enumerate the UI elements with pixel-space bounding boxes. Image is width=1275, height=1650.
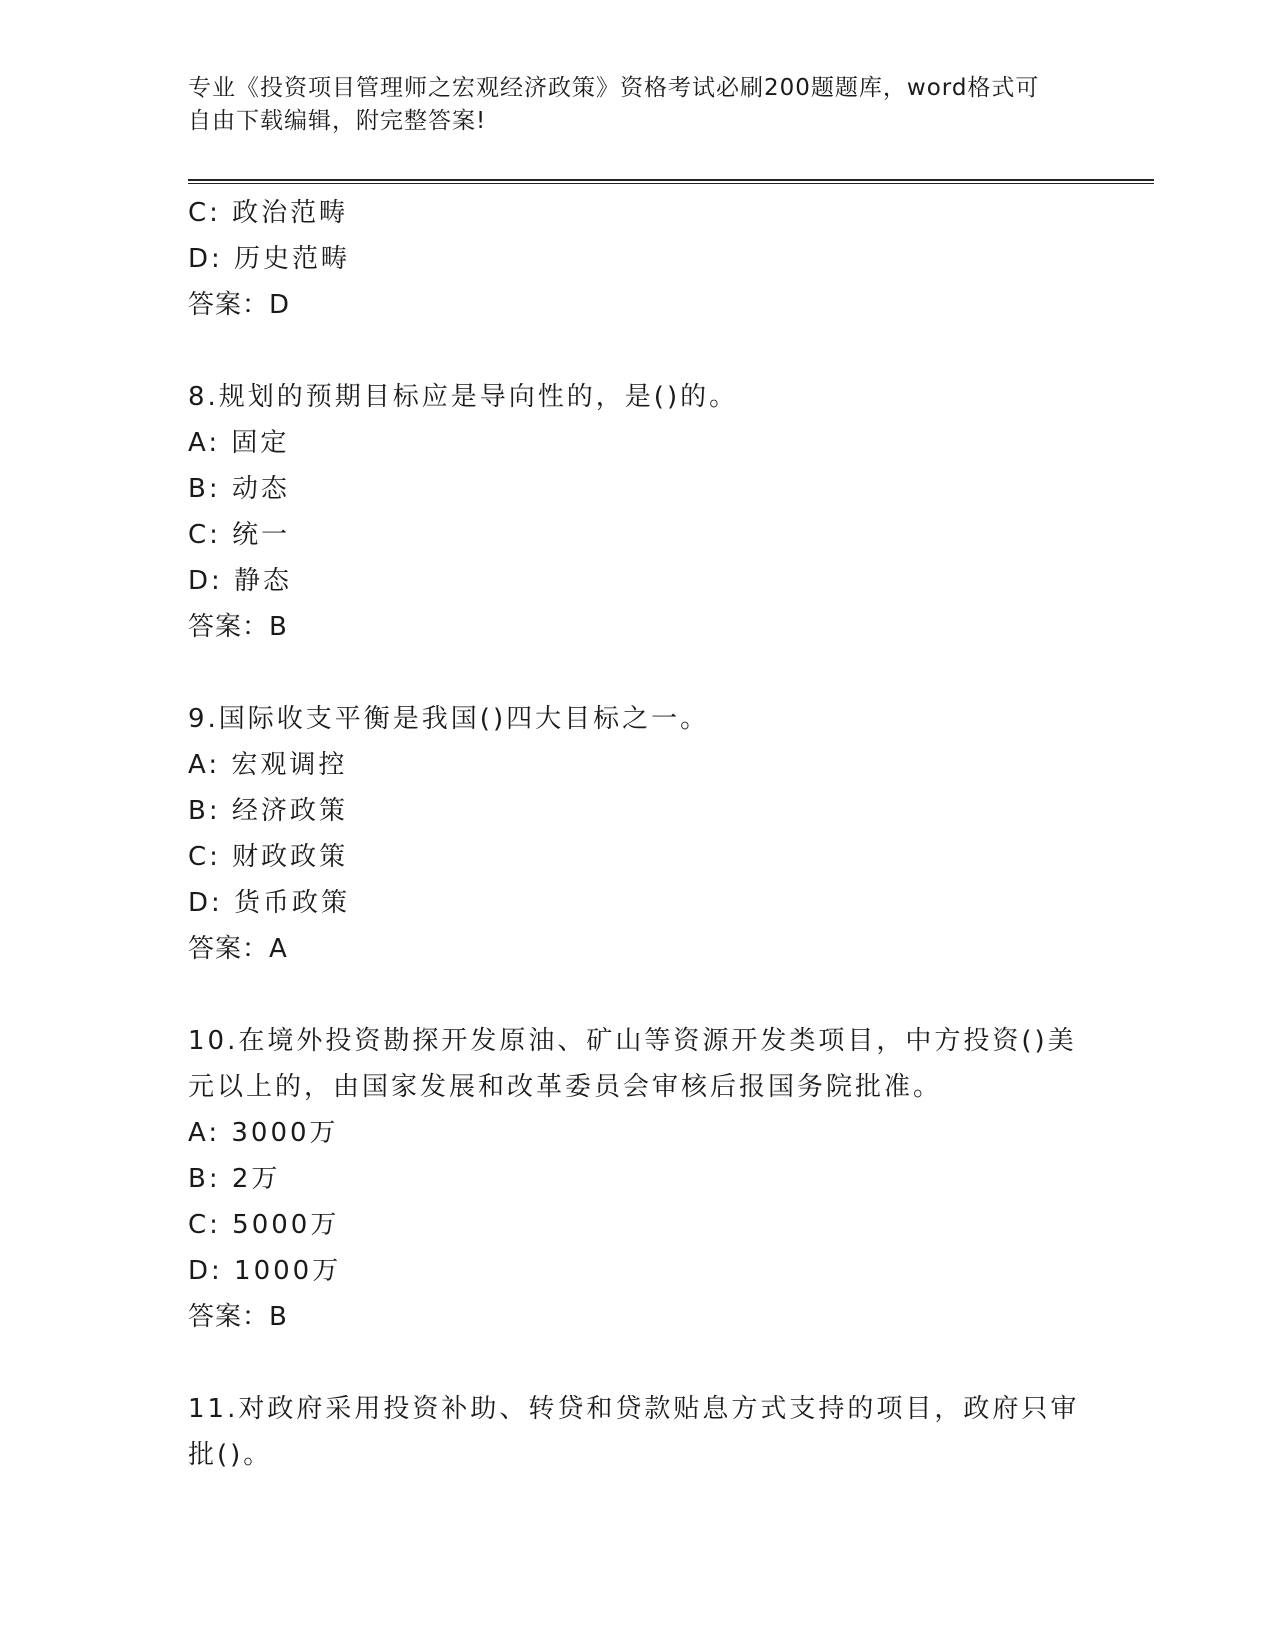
option-d: D: 货币政策 — [188, 888, 351, 918]
header-line-2: 自由下载编辑，附完整答案! — [188, 108, 487, 134]
question-text-continued: 元以上的，由国家发展和改革委员会审核后报国务院批准。 — [188, 1072, 943, 1102]
question-9 — [188, 696, 1088, 972]
option-b: B: 经济政策 — [188, 796, 348, 826]
option-c: C: 财政政策 — [188, 842, 349, 872]
option-d: D: 静态 — [188, 566, 293, 596]
question-text: 10.在境外投资勘探开发原油、矿山等资源开发类项目，中方投资()美 — [188, 1026, 1077, 1056]
answer: 答案：B — [188, 1302, 288, 1332]
option-a: A: 宏观调控 — [188, 750, 348, 780]
question-text: 8.规划的预期目标应是导向性的，是()的。 — [188, 382, 739, 412]
question-text: 11.对政府采用投资补助、转贷和贷款贴息方式支持的项目，政府只审 — [188, 1394, 1080, 1424]
option-b: B: 动态 — [188, 474, 290, 504]
option-c: C: 5000万 — [188, 1210, 340, 1240]
header-line-1: 专业《投资项目管理师之宏观经济政策》资格考试必刷200题题库，word格式可 — [188, 75, 1040, 101]
question-text-continued: 批()。 — [188, 1440, 273, 1470]
option-b: B: 2万 — [188, 1164, 281, 1194]
document-header — [188, 72, 1068, 138]
option-c: C: 政治范畴 — [188, 198, 349, 228]
option-a: A: 固定 — [188, 428, 290, 458]
question-11 — [188, 1386, 1088, 1478]
question-8 — [188, 374, 1088, 650]
option-c: C: 统一 — [188, 520, 291, 550]
header-rule — [188, 179, 1154, 181]
option-d: D: 历史范畴 — [188, 244, 351, 274]
option-d: D: 1000万 — [188, 1256, 342, 1286]
answer: 答案：D — [188, 290, 291, 320]
question-list — [188, 190, 1088, 1478]
answer: 答案：A — [188, 934, 288, 964]
question-text: 9.国际收支平衡是我国()四大目标之一。 — [188, 704, 710, 734]
option-a: A: 3000万 — [188, 1118, 339, 1148]
header-rule-thin — [188, 183, 1154, 184]
question-10 — [188, 1018, 1088, 1340]
answer: 答案：B — [188, 612, 288, 642]
